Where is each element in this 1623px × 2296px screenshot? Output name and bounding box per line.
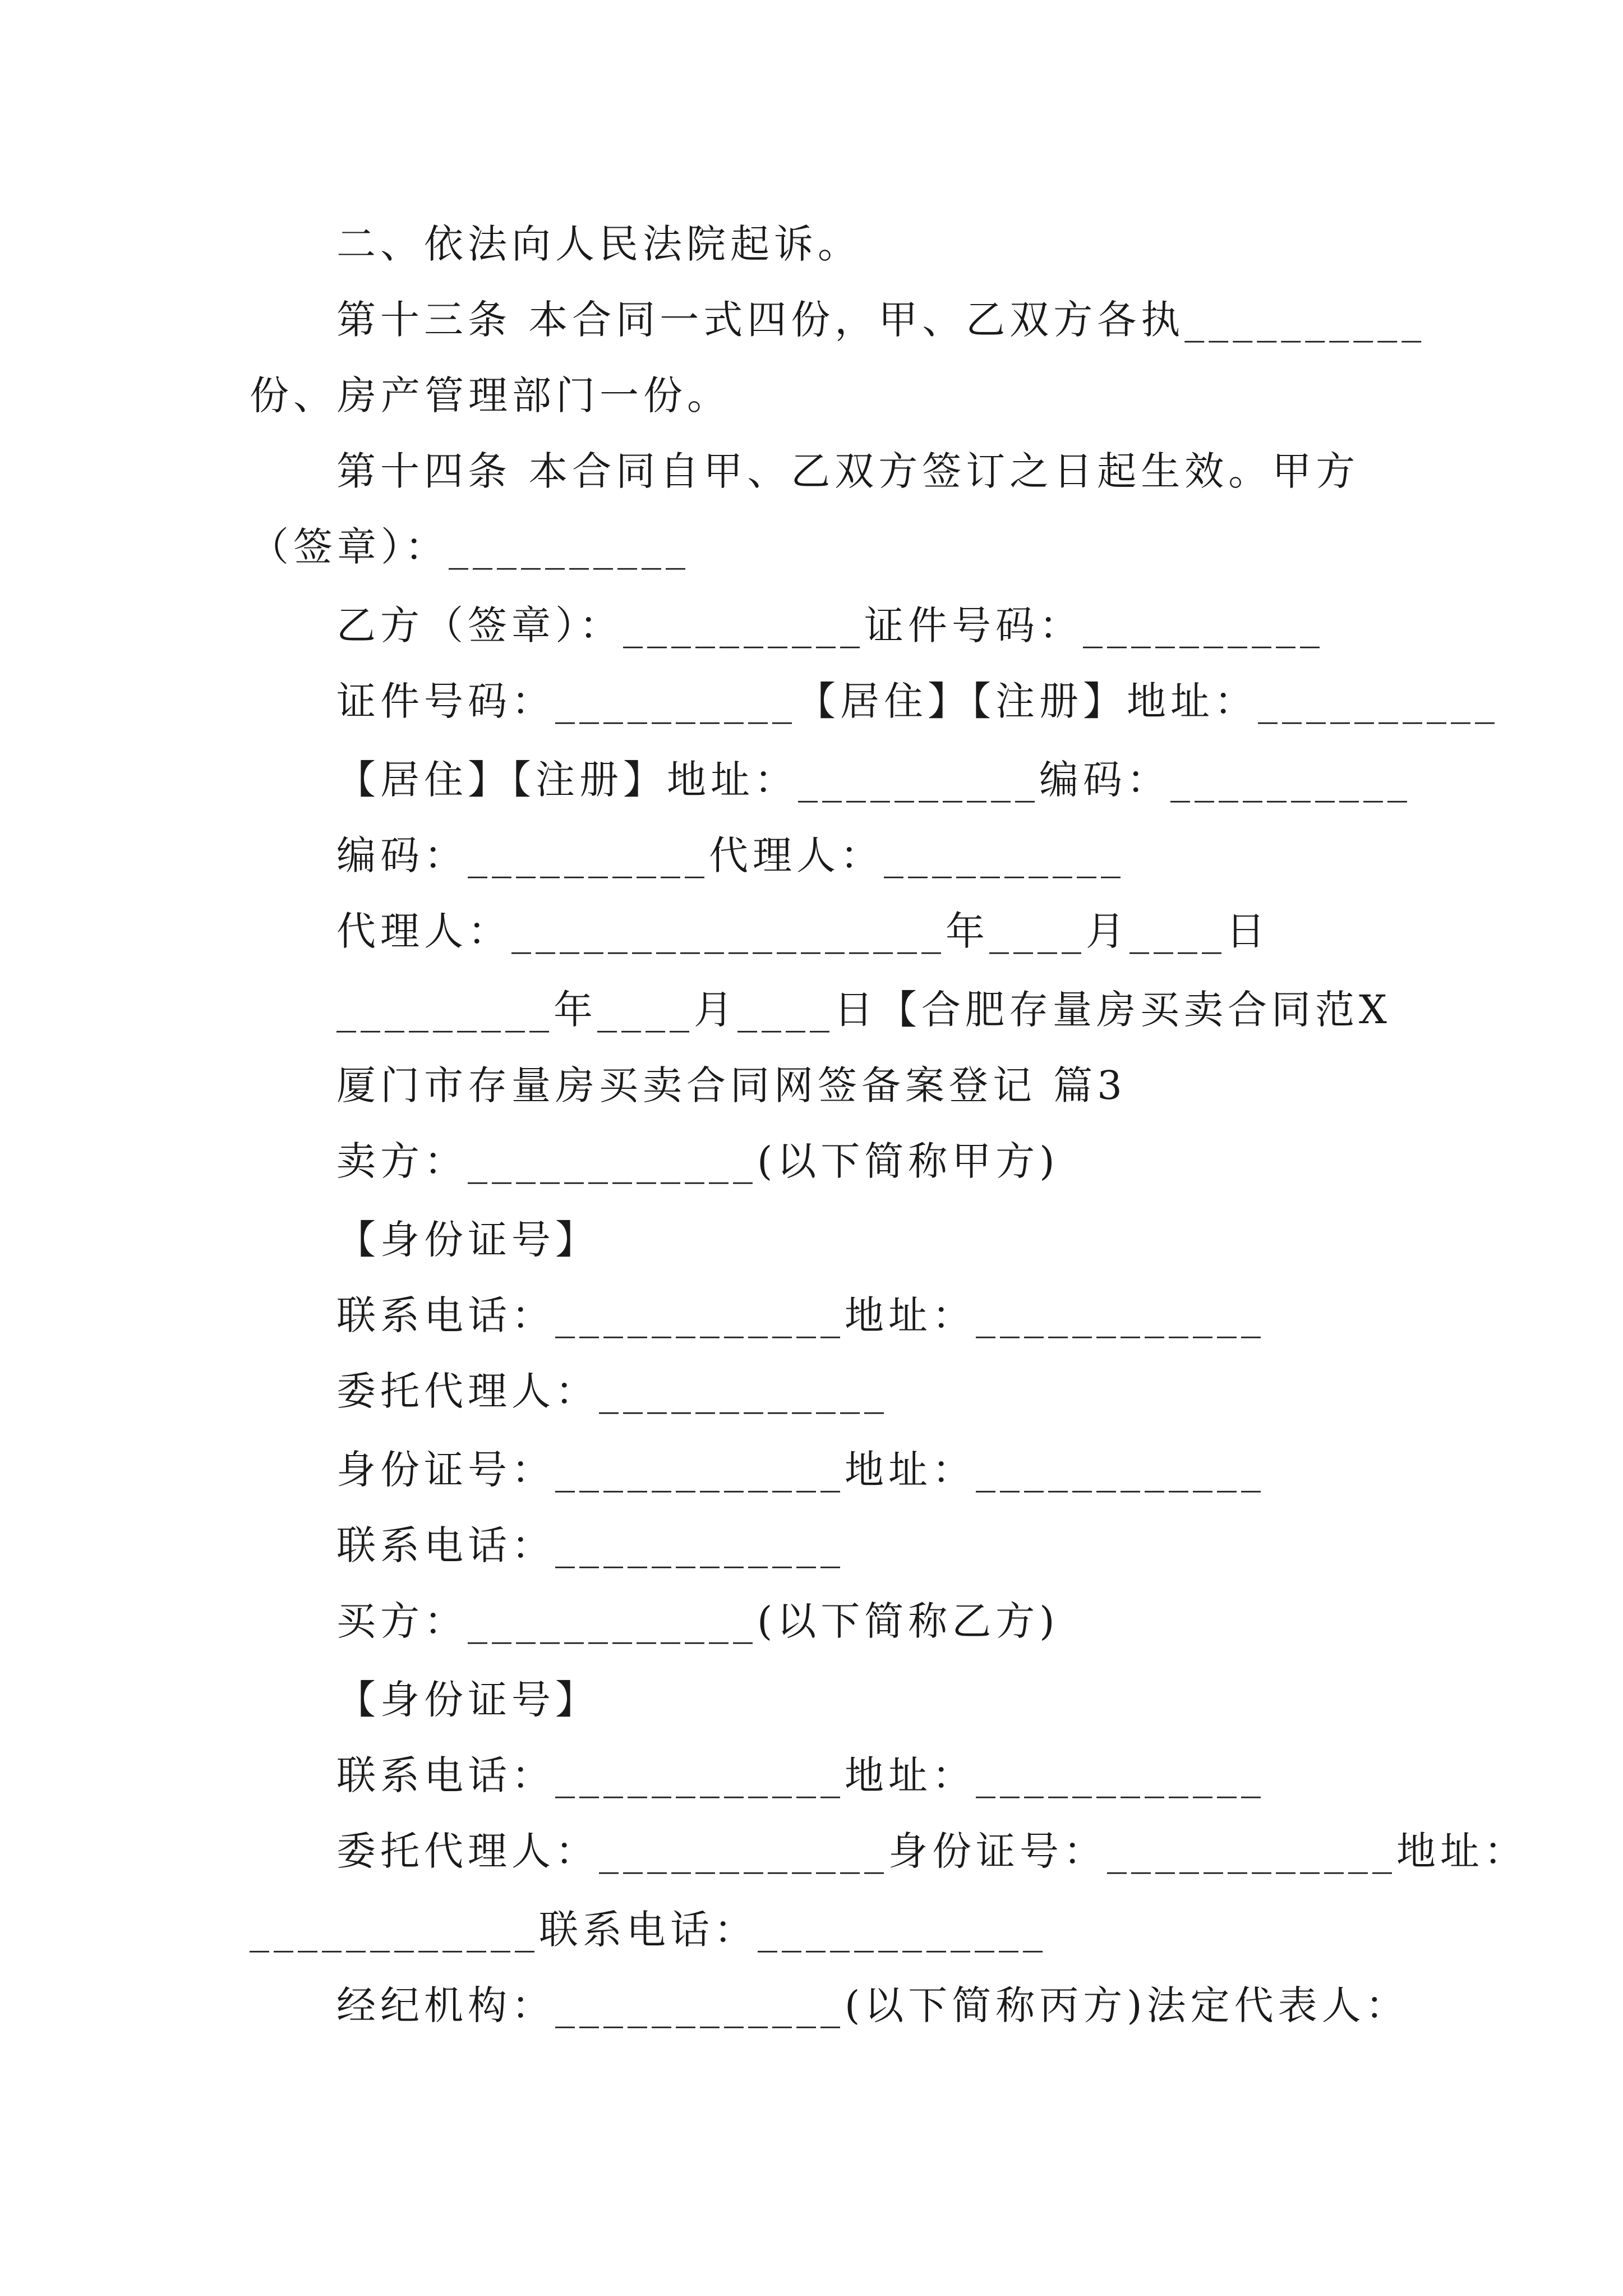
text-line: 经纪机构：____________(以下简称丙方)法定代表人： — [336, 1982, 1409, 2028]
text-line: 二、依法向人民法院起诉。 — [336, 221, 861, 267]
text-line: 厦门市存量房买卖合同网签备案登记 篇3 — [336, 1062, 1127, 1108]
text-line: 委托代理人：____________ — [336, 1368, 888, 1414]
text-line: 第十三条 本合同一式四份，甲、乙双方各执__________ — [336, 297, 1426, 343]
text-line: 证件号码：__________【居住】【注册】地址：__________ — [336, 678, 1499, 724]
text-line: 【身份证号】 — [336, 1677, 599, 1723]
text-line: 联系电话：____________地址：____________ — [336, 1292, 1265, 1338]
text-line: 卖方：____________(以下简称甲方) — [336, 1138, 1059, 1184]
text-line: 买方：____________(以下简称乙方) — [336, 1598, 1059, 1644]
text-line: 联系电话：____________ — [336, 1522, 845, 1568]
text-line: 乙方（签章）：__________证件号码：__________ — [336, 602, 1324, 648]
text-line: 份、房产管理部门一份。 — [250, 372, 731, 418]
text-line: 【身份证号】 — [336, 1217, 599, 1263]
text-line: （签章）：__________ — [250, 524, 690, 570]
text-line: ____________联系电话：____________ — [250, 1907, 1047, 1953]
text-line: 联系电话：____________地址：____________ — [336, 1752, 1265, 1798]
text-line: 身份证号：____________地址：____________ — [336, 1447, 1265, 1493]
text-line: _________年____月____日【合肥存量房买卖合同范X — [336, 987, 1391, 1033]
text-line: 第十四条 本合同自甲、乙双方签订之日起生效。甲方 — [336, 448, 1360, 494]
text-line: 委托代理人：____________身份证号：____________地址： — [336, 1828, 1528, 1874]
text-line: 【居住】【注册】地址：__________编码：__________ — [336, 757, 1412, 803]
text-line: 代理人：__________________年____月____日 — [336, 908, 1270, 954]
text-line: 编码：__________代理人：__________ — [336, 832, 1125, 878]
